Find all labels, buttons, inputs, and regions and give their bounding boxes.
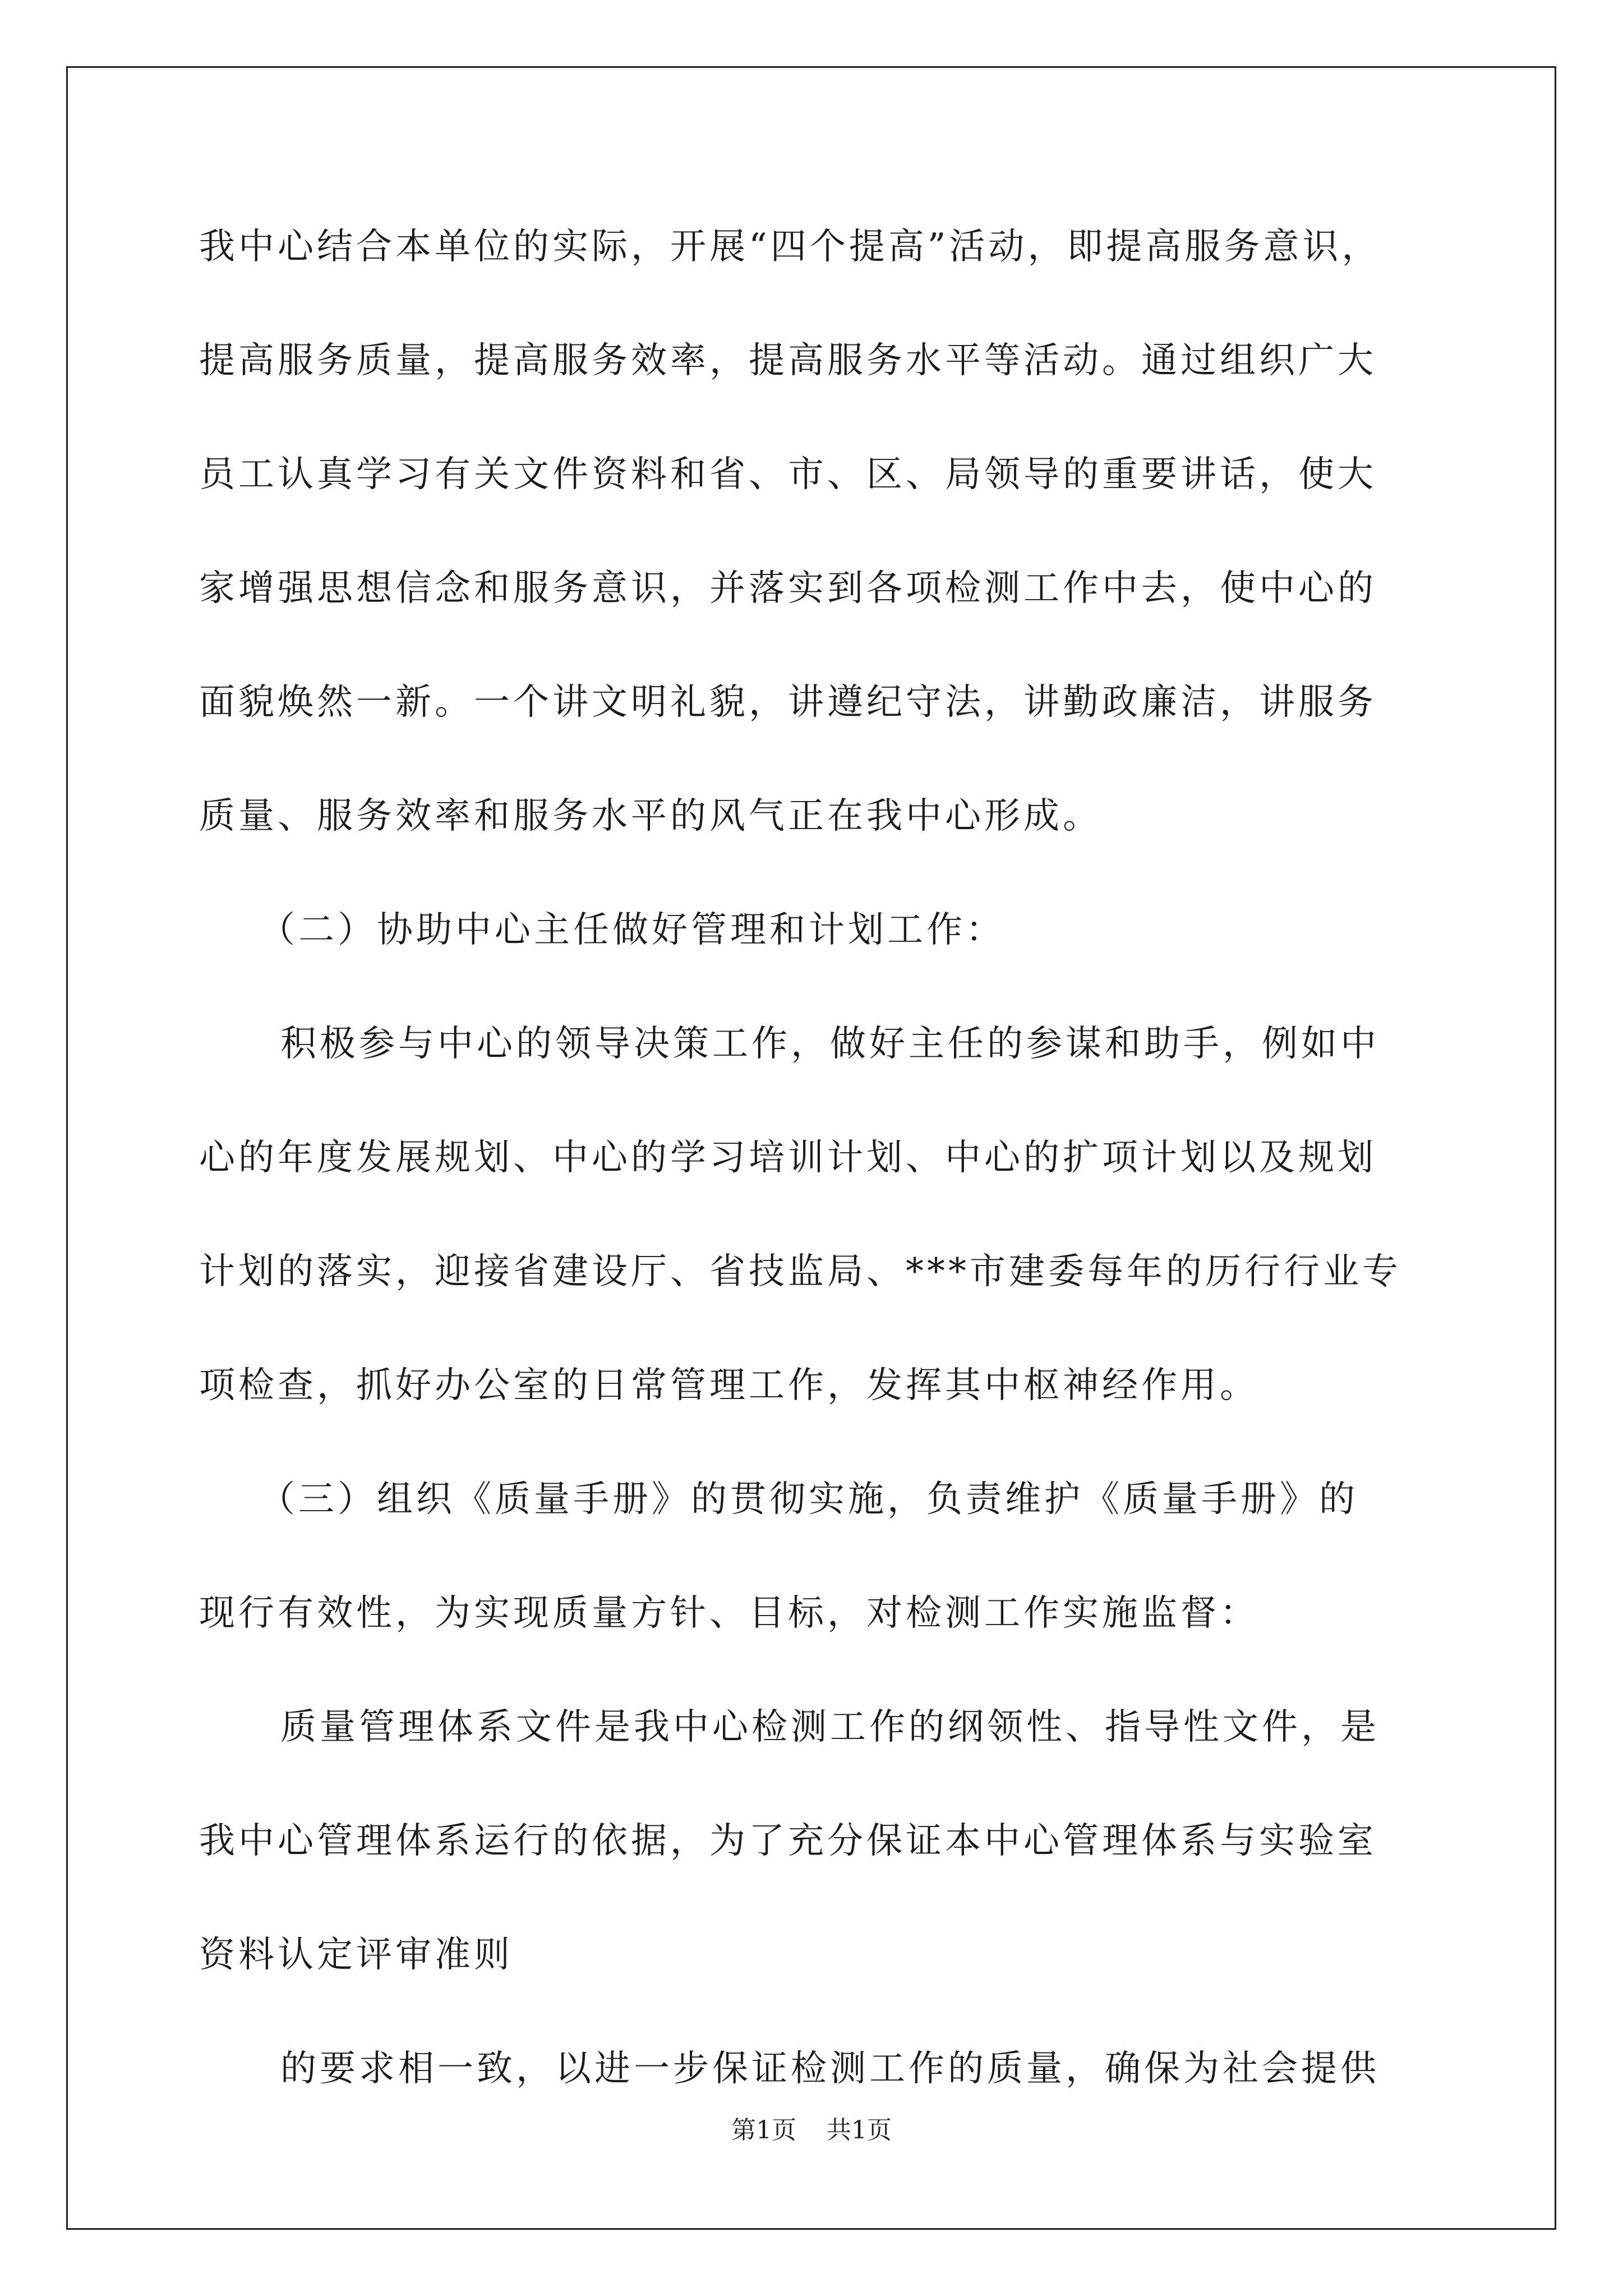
body-text-line: 现行有效性，为实现质量方针、目标，对检测工作实施监督： (199, 1593, 1259, 1634)
body-text-line: 质量管理体系文件是我中心检测工作的纲领性、指导性文件，是 (280, 1706, 1380, 1748)
page-number-current: 第1页 (731, 2116, 796, 2145)
body-text-line: 资料认定评审准则 (199, 1934, 513, 1976)
body-text-line: 积极参与中心的领导决策工作，做好主任的参谋和助手，例如中 (280, 1023, 1380, 1065)
body-text-line: 心的年度发展规划、中心的学习培训计划、中心的扩项计划以及规划 (199, 1137, 1377, 1179)
body-text-line: 员工认真学习有关文件资料和省、市、区、局领导的重要讲话，使大 (199, 454, 1377, 495)
body-text-line: 计划的落实，迎接省建设厅、省技监局、***市建委每年的历行行业专 (199, 1251, 1401, 1292)
body-text-line: 质量、服务效率和服务水平的风气正在我中心形成。 (199, 795, 1102, 837)
page-footer (0, 2115, 1623, 2146)
section-heading: （三）组织《质量手册》的贯彻实施，负责维护《质量手册》的 (259, 1479, 1358, 1520)
page-number-total: 共1页 (827, 2116, 892, 2145)
body-text-line: 我中心结合本单位的实际，开展“四个提高”活动，即提高服务意识， (199, 226, 1381, 268)
body-text-line: 的要求相一致，以进一步保证检测工作的质量，确保为社会提供 (280, 2048, 1380, 2090)
body-text-line: 家增强思想信念和服务意识，并落实到各项检测工作中去，使中心的 (199, 568, 1377, 609)
section-heading: （二）协助中心主任做好管理和计划工作： (259, 909, 1005, 951)
body-text-line: 项检查，抓好办公室的日常管理工作，发挥其中枢神经作用。 (199, 1365, 1259, 1406)
body-text-line: 我中心管理体系运行的依据，为了充分保证本中心管理体系与实验室 (199, 1820, 1377, 1862)
body-text-line: 面貌焕然一新。一个讲文明礼貌，讲遵纪守法，讲勤政廉洁，讲服务 (199, 682, 1377, 723)
body-text-line: 提高服务质量，提高服务效率，提高服务水平等活动。通过组织广大 (199, 340, 1377, 381)
